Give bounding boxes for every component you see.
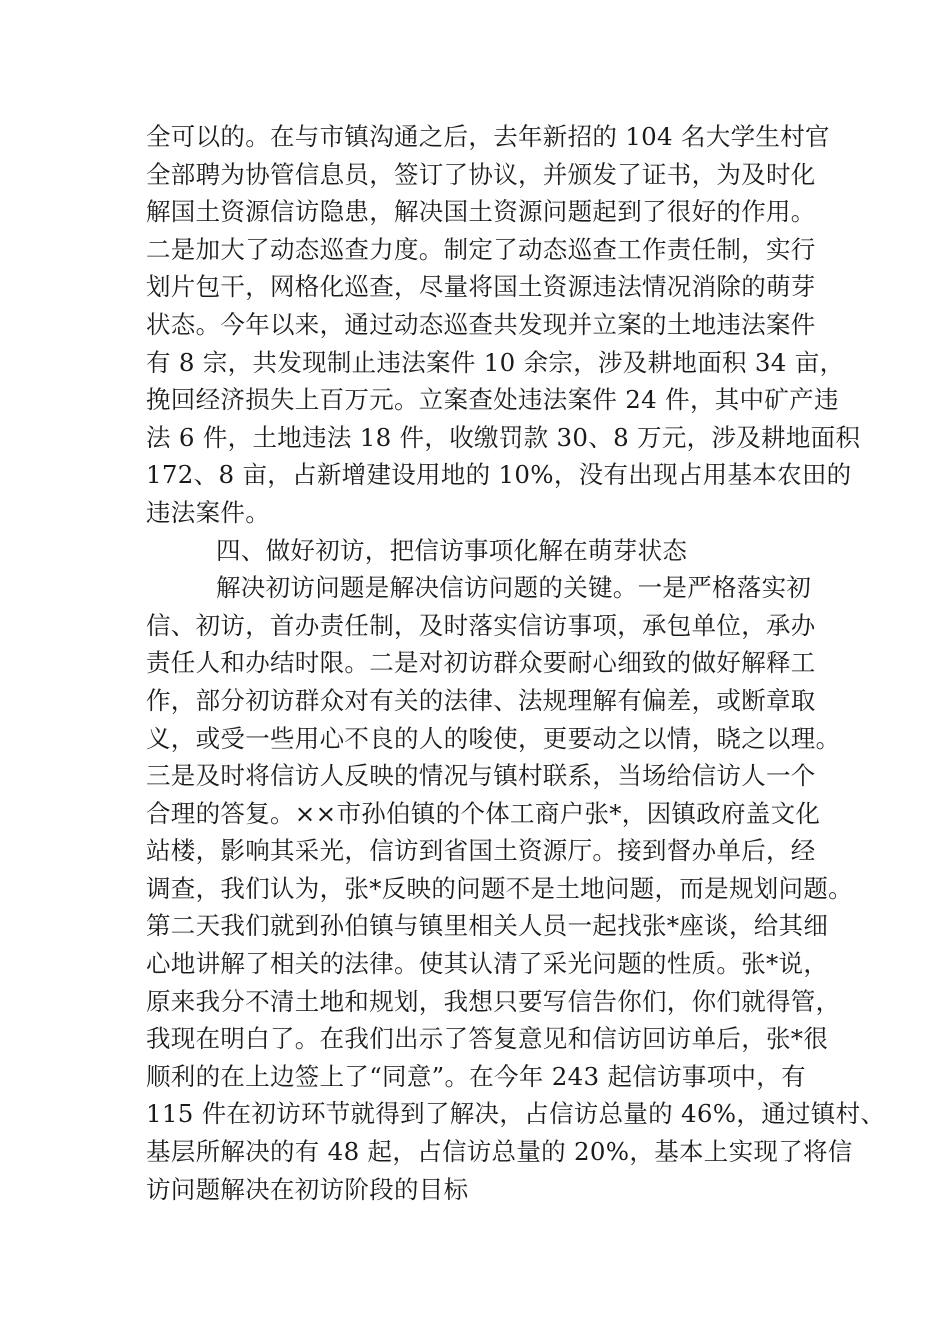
text-line: 状态。今年以来，通过动态巡查共发现并立案的土地违法案件 [146, 309, 816, 339]
text-line: 划片包干，网格化巡查，尽量将国土资源违法情况消除的萌芽 [146, 272, 816, 302]
text-line: 解决初访问题是解决信访问题的关键。一是严格落实初 [216, 573, 812, 603]
text-line: 原来我分不清土地和规划，我想只要写信告你们，你们就得管， [146, 986, 841, 1016]
text-line: 心地讲解了相关的法律。使其认清了采光问题的性质。张*说， [146, 949, 829, 979]
text-line: 访问题解决在初访阶段的目标 [146, 1174, 469, 1204]
text-line: 四、做好初访，把信访事项化解在萌芽状态 [216, 535, 688, 565]
text-line: 全可以的。在与市镇沟通之后，去年新招的 104 名大学生村官 [146, 122, 830, 151]
text-line: 基层所解决的有 48 起，占信访总量的 20%，基本上实现了将信 [146, 1137, 853, 1167]
text-line: 我现在明白了。在我们出示了答复意见和信访回访单后，张*很 [146, 1024, 829, 1054]
text-line: 顺利的在上边签上了“同意”。在今年 243 起信访事项中，有 [146, 1061, 806, 1091]
text-line: 法 6 件，土地违法 18 件，收缴罚款 30、8 万元，涉及耕地面积 [146, 422, 861, 452]
text-line: 义，或受一些用心不良的人的唆使，更要动之以情，晓之以理。 [146, 723, 841, 753]
text-line: 172、8 亩，占新增建设用地的 10%，没有出现占用基本农田的 [146, 460, 852, 490]
text-line: 站楼，影响其采光，信访到省国土资源厅。接到督办单后，经 [146, 836, 816, 866]
text-line: 全部聘为协管信息员，签订了协议，并颁发了证书，为及时化 [146, 159, 816, 189]
text-line: 二是加大了动态巡查力度。制定了动态巡查工作责任制，实行 [146, 234, 816, 264]
text-line: 调查，我们认为，张*反映的问题不是土地问题，而是规划问题。 [146, 873, 853, 903]
body-text [146, 118, 886, 1208]
text-line: 有 8 宗，共发现制止违法案件 10 余宗，涉及耕地面积 34 亩， [146, 347, 845, 377]
text-line: 挽回经济损失上百万元。立案查处违法案件 24 件，其中矿产违 [146, 385, 839, 415]
text-line: 115 件在初访环节就得到了解决，占信访总量的 46%，通过镇村、 [146, 1099, 886, 1129]
text-line: 作，部分初访群众对有关的法律、法规理解有偏差，或断章取 [146, 685, 816, 715]
text-line: 信、初访，首办责任制，及时落实信访事项，承包单位，承办 [146, 610, 816, 640]
text-line: 解国土资源信访隐患，解决国土资源问题起到了很好的作用。 [146, 197, 816, 227]
text-line: 责任人和办结时限。二是对初访群众要耐心细致的做好解释工 [146, 648, 816, 678]
text-line: 违法案件。 [146, 497, 270, 527]
text-line: 三是及时将信访人反映的情况与镇村联系，当场给信访人一个 [146, 761, 816, 791]
text-line: 合理的答复。××市孙伯镇的个体工商户张*，因镇政府盖文化 [146, 798, 821, 828]
text-line: 第二天我们就到孙伯镇与镇里相关人员一起找张*座谈，给其细 [146, 911, 829, 941]
